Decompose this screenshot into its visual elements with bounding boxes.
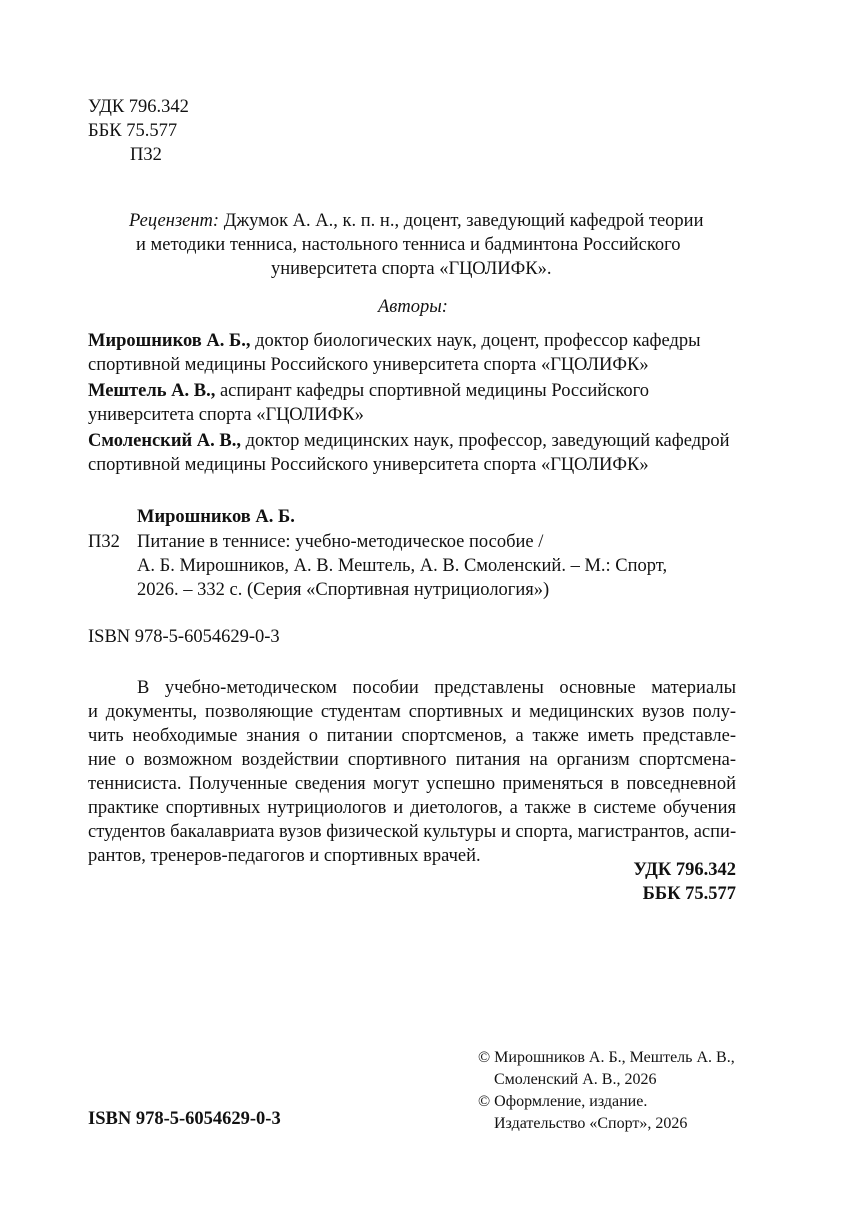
author-2-line-1 xyxy=(88,379,649,403)
abstract-line-3: чить необходимые знания о питании спортсменов, а также иметь представле- xyxy=(88,726,736,746)
bib-line-1: Питание в теннисе: учебно-методическое пособие / xyxy=(137,532,544,552)
bbk-code: ББК 75.577 xyxy=(88,121,178,141)
author-1-name: Мирошников А. Б., xyxy=(88,331,251,351)
copyright-authors-line-1: © Мирошников А. Б., Мештель А. В., xyxy=(478,1049,735,1066)
reviewer-line-2: и методики тенниса, настольного тенниса и бадминтона Российского xyxy=(136,235,681,255)
reviewer-label: Рецензент: xyxy=(129,211,220,231)
reviewer-line-3: университета спорта «ГЦОЛИФК». xyxy=(271,259,552,279)
author-1-line-1 xyxy=(88,329,701,353)
author-2-text-1: аспирант кафедры спортивной медицины Российского xyxy=(219,381,650,401)
bib-line-2: А. Б. Мирошников, А. В. Мештель, А. В. Смоленский. – М.: Спорт, xyxy=(137,556,668,576)
footer-isbn: ISBN 978-5-6054629-0-3 xyxy=(88,1109,281,1129)
author-2-name: Мештель А. В., xyxy=(88,381,216,401)
abstract-line-4: ние о возможном воздействии спортивного питания на организм спортсмена- xyxy=(88,750,736,770)
author-mark-code: П32 xyxy=(130,145,162,165)
reviewer-line-1 xyxy=(129,209,703,233)
abstract-line-8: рантов, тренеров-педагогов и спортивных врачей. xyxy=(88,846,481,866)
authors-heading: Авторы: xyxy=(378,297,448,317)
abstract-line-5: теннисиста. Полученные сведения могут успешно применяться в повседневной xyxy=(88,774,736,794)
author-3-line-2: спортивной медицины Российского университета спорта «ГЦОЛИФК» xyxy=(88,455,649,475)
abstract-bbk: ББК 75.577 xyxy=(642,884,736,904)
copyright-publisher-line-2: Издательство «Спорт», 2026 xyxy=(494,1115,688,1132)
reviewer-text-1: Джумок А. А., к. п. н., доцент, заведующий кафедрой теории xyxy=(223,211,704,231)
copyright-authors-line-2: Смоленский А. В., 2026 xyxy=(494,1071,657,1088)
author-1-line-2: спортивной медицины Российского университета спорта «ГЦОЛИФК» xyxy=(88,355,649,375)
bib-line-3: 2026. – 332 с. (Серия «Спортивная нутрициология») xyxy=(137,580,550,600)
author-3-line-1 xyxy=(88,429,730,453)
abstract-line-1: В учебно-методическом пособии представлены основные материалы xyxy=(137,678,736,698)
bib-main-author: Мирошников А. Б. xyxy=(137,507,295,527)
isbn-line: ISBN 978-5-6054629-0-3 xyxy=(88,627,280,647)
author-3-text-1: доктор медицинских наук, профессор, заведующий кафедрой xyxy=(245,431,730,451)
bib-code: П32 xyxy=(88,532,120,552)
copyright-publisher-line-1: © Оформление, издание. xyxy=(478,1093,648,1110)
author-1-text-1: доктор биологических наук, доцент, профессор кафедры xyxy=(255,331,701,351)
abstract-line-6: практике спортивных нутрициологов и диетологов, а также в системе обучения xyxy=(88,798,736,818)
author-2-line-2: университета спорта «ГЦОЛИФК» xyxy=(88,405,364,425)
author-3-name: Смоленский А. В., xyxy=(88,431,241,451)
abstract-udk: УДК 796.342 xyxy=(633,860,736,880)
udk-code: УДК 796.342 xyxy=(88,97,189,117)
abstract-line-7: студентов бакалавриата вузов физической культуры и спорта, магистрантов, аспи- xyxy=(88,822,737,842)
abstract-line-2: и документы, позволяющие студентам спортивных и медицинских вузов полу- xyxy=(88,702,736,722)
